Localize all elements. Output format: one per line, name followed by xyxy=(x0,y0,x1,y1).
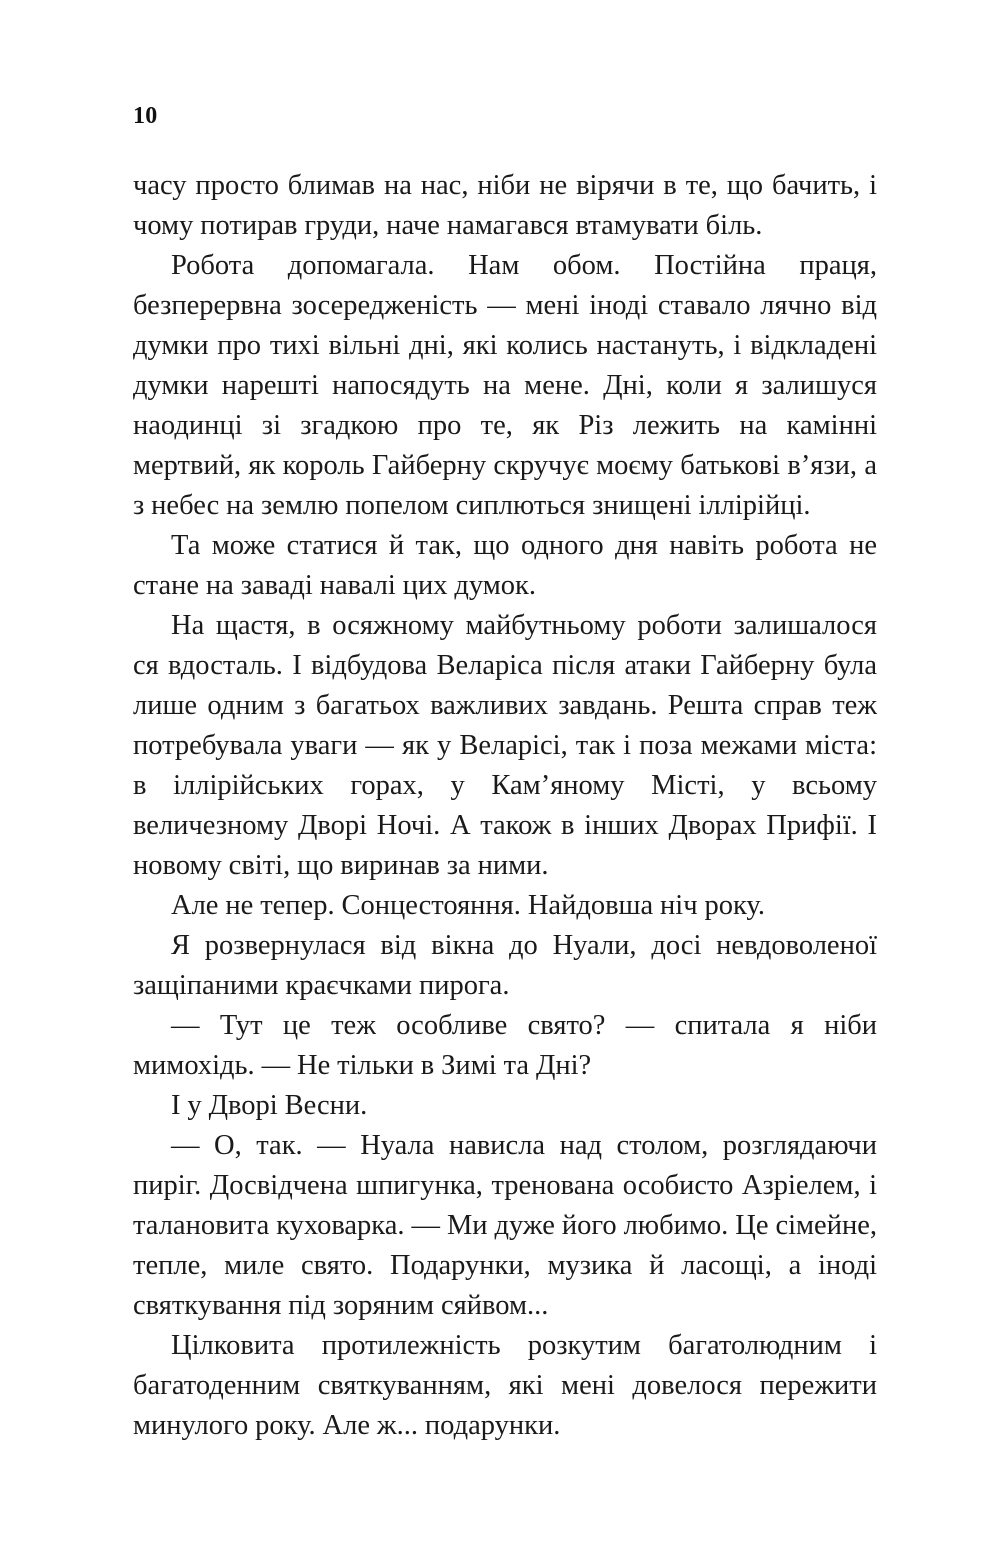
paragraph: Цілковита протилежність розкутим багатолюдним і багатоденним святкуванням, які мені довелося пережити минулого року. Але ж... подарунки. xyxy=(133,1330,877,1441)
page-number: 10 xyxy=(133,103,158,129)
paragraph: — Тут це теж особливе свято? — спитала я ніби мимохідь. — Не тільки в Зимі та Дні? xyxy=(133,1010,877,1081)
page-text-block xyxy=(133,166,877,1446)
paragraph: — О, так. — Нуала нависла над столом, розглядаючи пиріг. Досвідчена шпигунка, тренована особисто Азріелем, і талановита куховарка. — Ми дуже його любимо. Це сімейне, тепле, миле свято. Подарунки, музика й ласощі, а іноді святкування під зоряним сяйвом... xyxy=(133,1130,877,1321)
paragraph: часу просто блимав на нас, ніби не вірячи в те, що бачить, і чому потирав груди, наче намагався втамувати біль. xyxy=(133,170,877,241)
paragraph: Але не тепер. Сонцестояння. Найдовша ніч року. xyxy=(171,890,765,921)
paragraph: Я розвернулася від вікна до Нуали, досі невдоволеної защіпаними краєчками пирога. xyxy=(133,930,877,1001)
paragraph: Та може статися й так, що одного дня навіть робота не стане на заваді навалі цих думок. xyxy=(133,530,877,601)
paragraph: І у Дворі Весни. xyxy=(171,1090,368,1121)
paragraph: На щастя, в осяжному майбутньому роботи залишалося ся вдосталь. І відбудова Веларіса після атаки Гайберну була лише одним з багатьох важливих завдань. Решта справ теж потребувала уваги — як у Веларісі, так і поза межами міста: в іллірійських горах, у Кам’яному Місті, у всьому величезному Дворі Ночі. А також в інших Дворах Прифії. І новому світі, що виринав за ними. xyxy=(133,610,877,881)
paragraph: Робота допомагала. Нам обом. Постійна праця, безперервна зосередженість — мені іноді ставало лячно від думки про тихі вільні дні, які колись настануть, і відкладені думки нарешті напосядуть на мене. Дні, коли я залишуся наодинці зі згадкою про те, як Різ лежить на камінні мертвий, як король Гайберну скручує моєму батькові в’язи, а з небес на землю попелом сиплються знищені іллірійці. xyxy=(133,250,877,521)
